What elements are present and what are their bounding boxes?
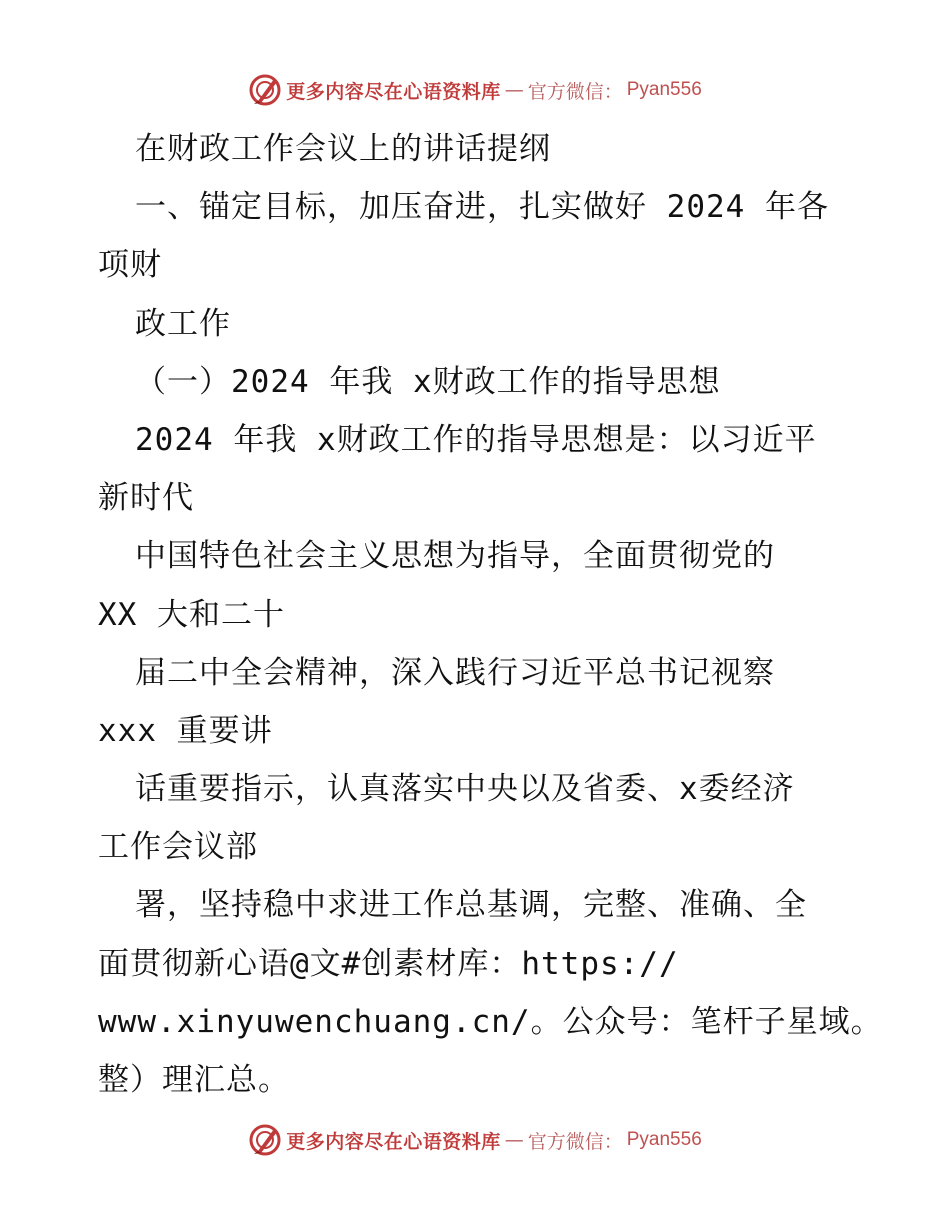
text-line: xxx 重要讲 bbox=[98, 712, 273, 749]
document-body bbox=[98, 120, 883, 1109]
pen-logo-icon bbox=[248, 73, 282, 107]
pen-logo-icon bbox=[248, 1123, 282, 1157]
banner-separator: — bbox=[504, 1129, 524, 1151]
banner-wechat-id: Pyan556 bbox=[626, 79, 702, 100]
text-line: 新时代 bbox=[98, 480, 194, 517]
text-line: 工作会议部 bbox=[98, 829, 258, 866]
text-line: 项财 bbox=[98, 247, 162, 284]
banner-main-text: 更多内容尽在心语资料库 bbox=[286, 1130, 501, 1153]
banner-wechat-label: 官方微信： bbox=[527, 1130, 623, 1153]
footer-watermark-banner bbox=[0, 1120, 950, 1160]
text-line: 整）理汇总。 bbox=[98, 1062, 290, 1098]
text-line: 一、锚定目标，加压奋进，扎实做好 2024 年各 bbox=[135, 189, 829, 226]
section-heading: （一）2024 年我 x财政工作的指导思想 bbox=[135, 363, 721, 400]
text-line: 面贯彻新心语@文#创素材库：https:// bbox=[98, 945, 679, 982]
text-line: 届二中全会精神，深入践行习近平总书记视察 bbox=[135, 654, 775, 691]
banner-wechat-id: Pyan556 bbox=[626, 1129, 702, 1150]
banner-main-text: 更多内容尽在心语资料库 bbox=[286, 80, 501, 103]
text-line: 署，坚持稳中求进工作总基调，完整、准确、全 bbox=[135, 887, 807, 924]
banner-separator: — bbox=[504, 79, 524, 101]
header-watermark-banner bbox=[0, 70, 950, 110]
text-line: 政工作 bbox=[135, 305, 231, 342]
document-title: 在财政工作会议上的讲话提纲 bbox=[135, 131, 551, 167]
text-line: XX 大和二十 bbox=[98, 596, 285, 633]
text-line: 2024 年我 x财政工作的指导思想是：以习近平 bbox=[135, 421, 817, 458]
banner-wechat-label: 官方微信： bbox=[527, 80, 623, 103]
text-line: 话重要指示，认真落实中央以及省委、x委经济 bbox=[135, 771, 795, 808]
text-line: www.xinyuwenchuang.cn/。公众号：笔杆子星域。 bbox=[98, 1003, 883, 1040]
text-line: 中国特色社会主义思想为指导，全面贯彻党的 bbox=[135, 538, 775, 575]
